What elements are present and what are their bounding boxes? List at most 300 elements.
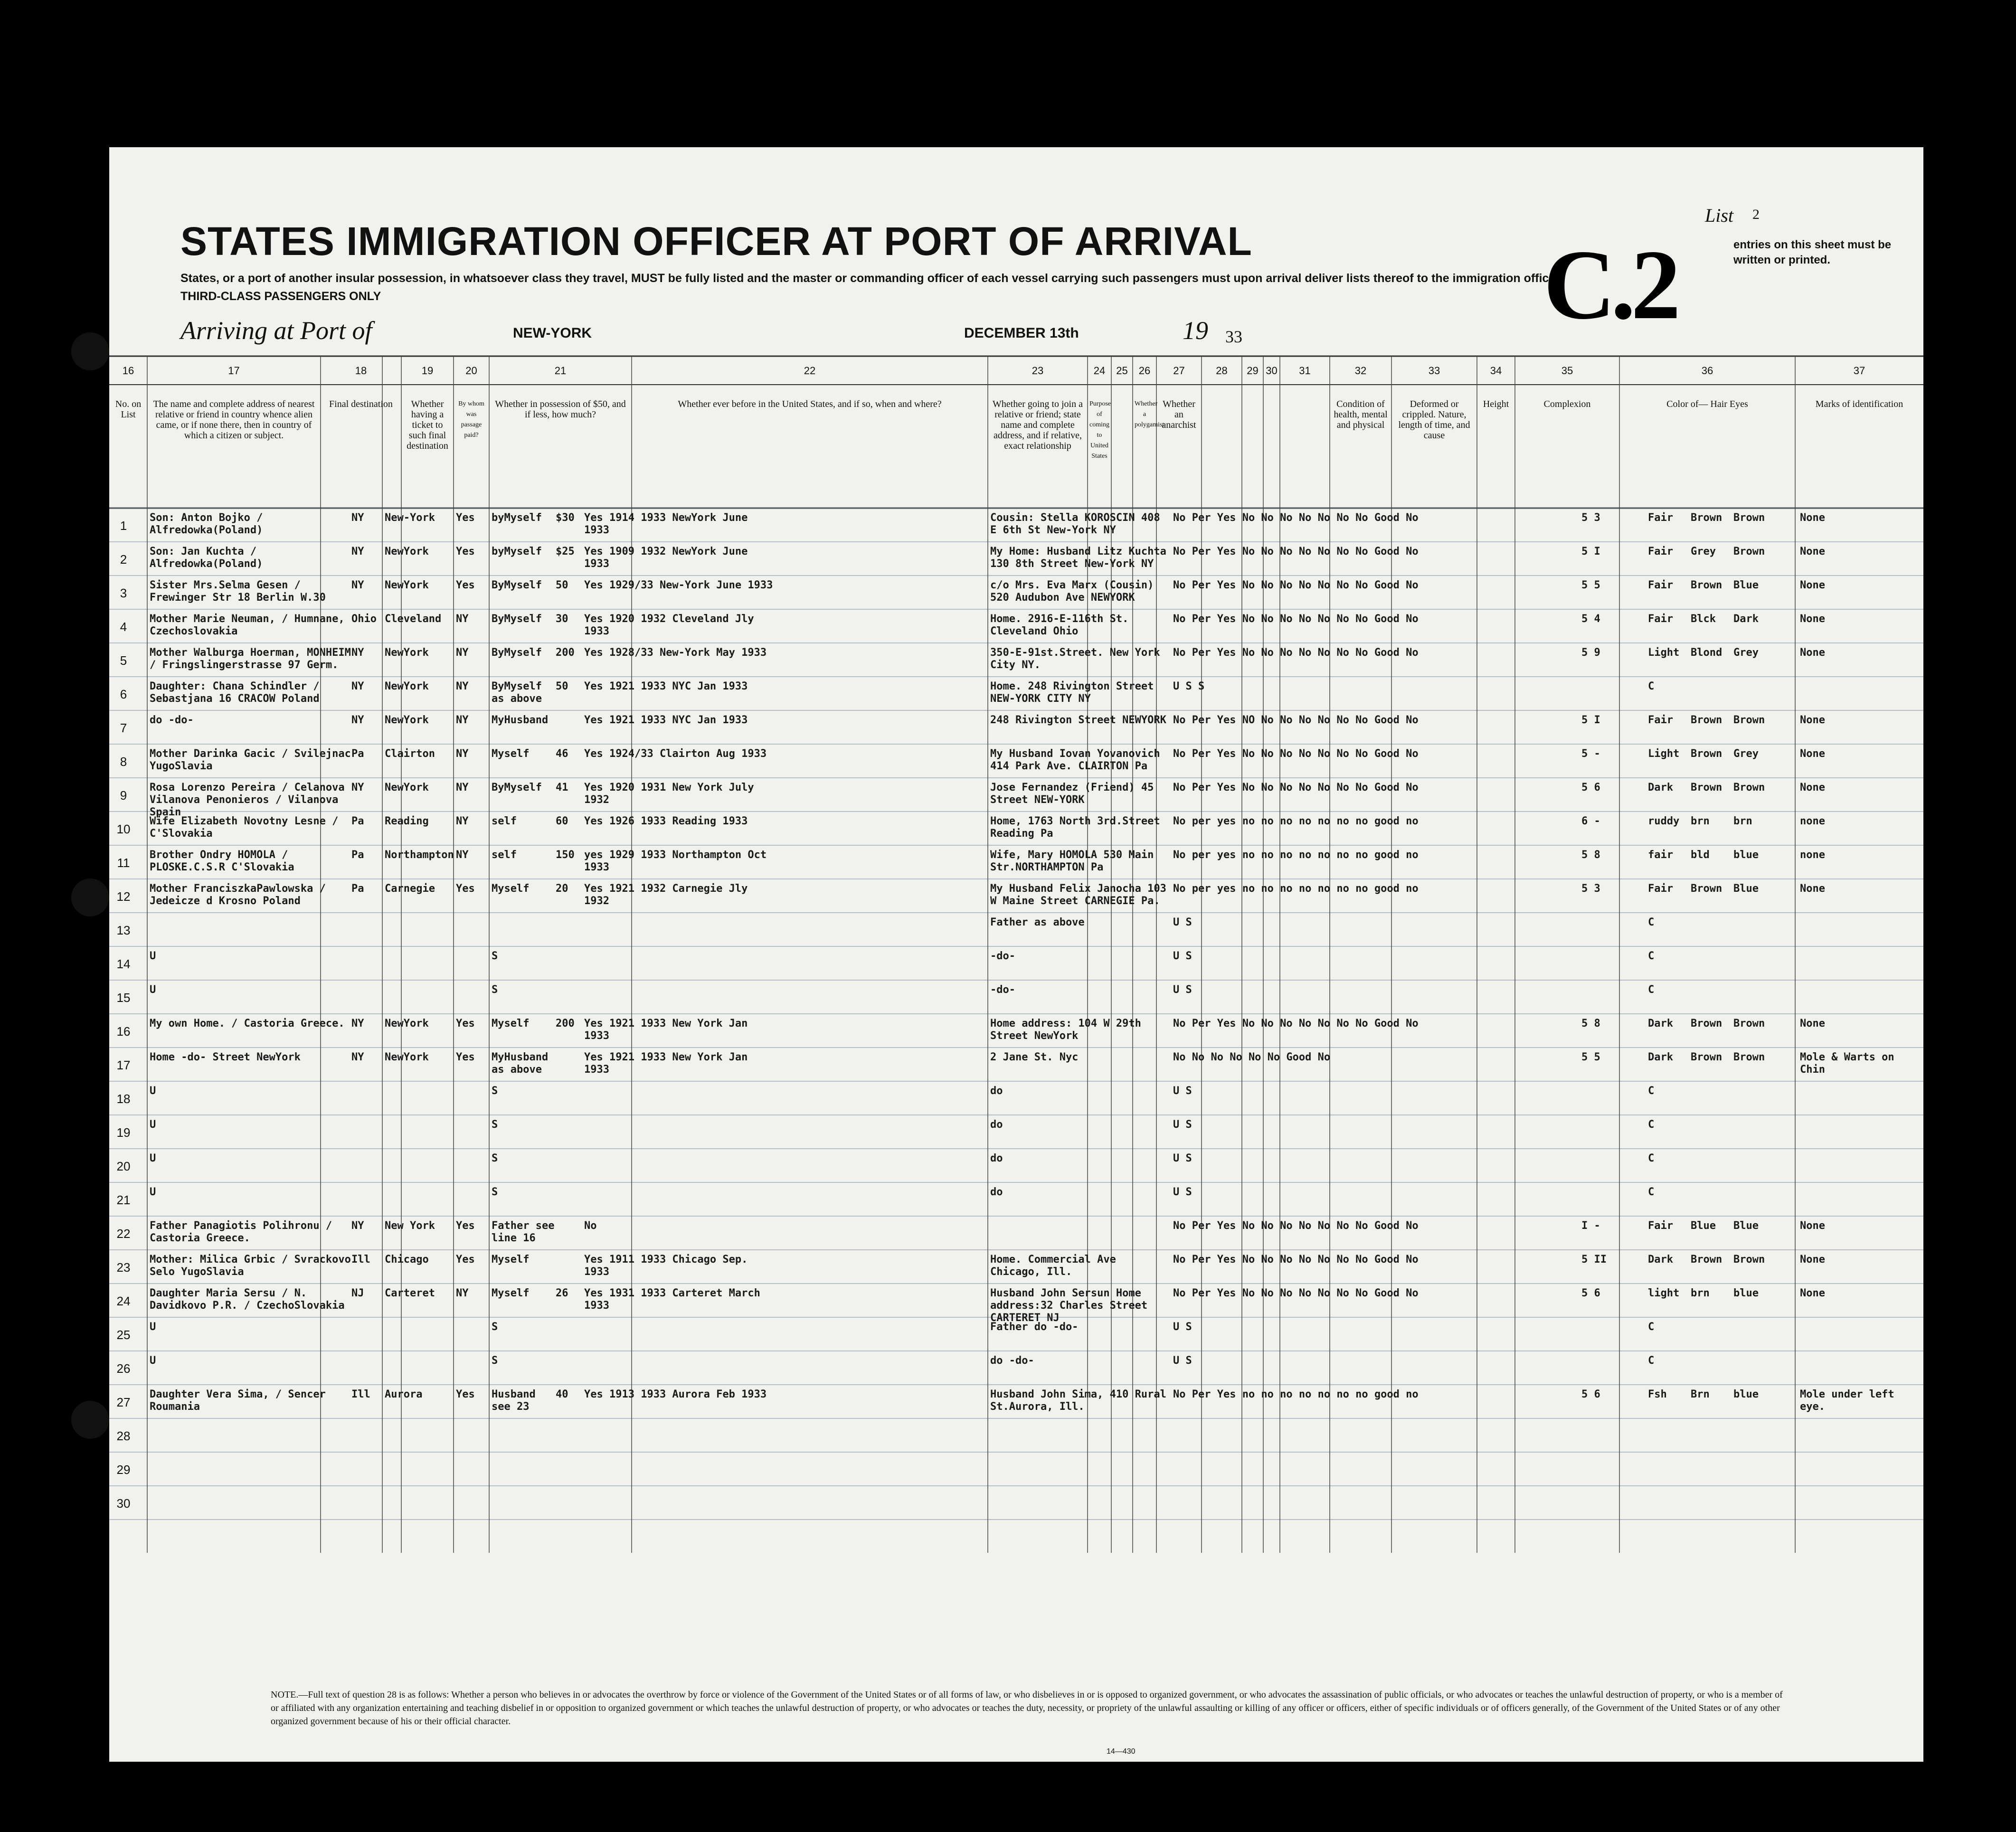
row-answers: No Per Yes No No No No No No No Good No (1173, 1018, 1419, 1029)
row-answers: No per yes no no no no no no no good no (1173, 849, 1419, 861)
row-joining: 2 Jane St. Nyc (990, 1051, 1079, 1063)
row-number: 29 (116, 1463, 131, 1477)
row-number: 19 (116, 1125, 131, 1140)
row-number: 17 (116, 1058, 131, 1072)
row-dest-state: NY (351, 579, 364, 591)
row-complexion (1648, 1422, 1691, 1453)
row-money (556, 1422, 584, 1453)
row-joining: My Husband Felix Janocha 103 W Maine Street CARNEGIE Pa. (990, 883, 1166, 907)
row-eyes (1733, 1119, 1790, 1150)
row-answers: U S (1173, 984, 1192, 996)
row-before-us: Yes 1909 1932 NewYork June 1933 (584, 546, 748, 570)
row-before-us (584, 1321, 774, 1352)
row-hair (1691, 984, 1733, 1015)
row-eyes: Grey (1733, 748, 1759, 760)
row-marks: None (1800, 647, 1825, 659)
row-height (1581, 1186, 1643, 1217)
row-height: 5 5 (1581, 1051, 1600, 1063)
row-ticket: Yes (456, 1388, 475, 1400)
row-joining (990, 1490, 1171, 1520)
row-marks (1800, 1119, 1919, 1150)
row-before-us: Yes 1921 1933 NYC Jan 1933 (584, 714, 748, 726)
row-height (1581, 1085, 1643, 1116)
row-answers (1173, 1456, 1581, 1487)
binder-hole (71, 1401, 109, 1439)
row-hair: Blck (1691, 613, 1716, 625)
row-ticket (456, 916, 489, 947)
row-marks: None (1800, 546, 1825, 557)
row-number: 2 (120, 552, 127, 567)
column-heading (1113, 399, 1131, 494)
row-joining: do (990, 1186, 1003, 1198)
row-answers: No Per Yes No No No No No No No Good No (1173, 647, 1419, 659)
column-number: 22 (804, 365, 816, 377)
row-before-us: Yes 1928/33 New-York May 1933 (584, 647, 767, 659)
row-before-us: Yes 1929/33 New-York June 1933 (584, 579, 773, 591)
row-height: 5 3 (1581, 512, 1600, 524)
row-height (1581, 984, 1643, 1015)
row-before-us (584, 950, 774, 981)
column-number: 20 (465, 365, 477, 377)
row-number: 12 (116, 889, 131, 904)
row-relative: Son: Anton Bojko / Alfredowka(Poland) (150, 512, 263, 536)
row-hair (1691, 1119, 1733, 1150)
row-paid-by: Myself (492, 883, 530, 895)
row-before-us (584, 1490, 774, 1520)
row-dest-state: NY (351, 1018, 364, 1029)
row-marks: None (1800, 579, 1825, 591)
row-dest-state (351, 984, 385, 1015)
row-before-us (584, 984, 774, 1015)
row-paid-by: S (492, 1152, 498, 1164)
row-dest-state (351, 1321, 385, 1352)
row-hair: Brown (1691, 1018, 1723, 1029)
row-ticket: Yes (456, 1254, 475, 1265)
row-ticket: Yes (456, 1018, 475, 1029)
row-hair (1691, 1490, 1733, 1520)
row-hair: Brown (1691, 1254, 1723, 1265)
row-relative: Mother FranciszkaPawlowska / Jedeicze d Krosno Poland (150, 883, 326, 907)
row-paid-by: byMyself (492, 512, 542, 524)
row-money: 50 (556, 680, 568, 692)
row-joining: Home. Commercial Ave Chicago, Ill. (990, 1254, 1116, 1278)
column-number: 24 (1093, 365, 1106, 377)
row-marks (1800, 984, 1919, 1015)
row-money (556, 916, 584, 947)
column-heading: Whether in possession of $50, and if less, how much? (495, 399, 626, 420)
row-before-us (584, 1085, 774, 1116)
row-relative: U (150, 1321, 156, 1333)
row-dest-state: NY (351, 714, 364, 726)
row-dest-state: Pa (351, 849, 364, 861)
column-number: 35 (1561, 365, 1573, 377)
row-joining: Cousin: Stella KOROSCIN 408 E 6th St New-York NY (990, 512, 1160, 536)
row-relative: U (150, 984, 156, 996)
row-paid-by: ByMyself (492, 782, 542, 793)
row-eyes (1733, 984, 1790, 1015)
row-joining: My Home: Husband Litz Kuchta 130 8th Street New-York NY (990, 546, 1166, 570)
row-dest-city (385, 1119, 456, 1150)
row-ticket: Yes (456, 883, 475, 895)
row-hair: brn (1691, 1287, 1710, 1299)
row-hair: Blue (1691, 1220, 1716, 1232)
row-answers: U S S (1173, 680, 1205, 692)
column-heading: Deformed or crippled. Nature, length of time, and cause (1398, 399, 1470, 441)
row-answers (1173, 1490, 1581, 1520)
row-money (556, 1321, 584, 1352)
row-complexion: C (1648, 1085, 1655, 1097)
column-heading: Complexion (1543, 399, 1591, 409)
row-eyes: Brown (1733, 782, 1765, 793)
class-line: THIRD-CLASS PASSENGERS ONLY (180, 290, 381, 303)
column-number: 28 (1216, 365, 1228, 377)
row-ticket: NY (456, 714, 469, 726)
row-ticket: Yes (456, 1051, 475, 1063)
row-ticket: Yes (456, 546, 475, 557)
row-paid-by: S (492, 1186, 498, 1198)
row-joining: 350-E-91st.Street. New York City NY. (990, 647, 1160, 671)
row-marks (1800, 680, 1919, 711)
row-relative: do -do- (150, 714, 194, 726)
row-answers: U S (1173, 1119, 1192, 1131)
row-eyes: blue (1733, 849, 1759, 861)
row-relative: Daughter: Chana Schindler / Sebastjana 16 CRACOW Poland (150, 680, 320, 705)
row-number: 26 (116, 1361, 131, 1376)
arriving-label: Arriving at Port of (180, 316, 372, 345)
row-complexion: Fair (1648, 714, 1673, 726)
row-dest-state: NJ (351, 1287, 364, 1299)
column-heading (1265, 399, 1278, 494)
row-paid-by (492, 916, 556, 947)
row-marks: None (1800, 613, 1825, 625)
row-before-us (584, 916, 774, 947)
row-relative: My own Home. / Castoria Greece. (150, 1018, 345, 1029)
row-joining: -do- (990, 984, 1015, 996)
row-marks (1800, 1186, 1919, 1217)
row-height: 5 6 (1581, 1287, 1600, 1299)
row-eyes: Grey (1733, 647, 1759, 659)
row-eyes (1733, 1085, 1790, 1116)
row-paid-by: byMyself (492, 546, 542, 557)
row-dest-city: NewYork (385, 546, 429, 557)
row-complexion: Fair (1648, 512, 1673, 524)
row-joining: Home. 248 Rivington Street NEW-YORK CITY NY (990, 680, 1154, 705)
row-ticket: NY (456, 1287, 469, 1299)
row-hair (1691, 1422, 1733, 1453)
row-ticket: NY (456, 613, 469, 625)
row-ticket: NY (456, 647, 469, 659)
row-eyes: Brown (1733, 546, 1765, 557)
row-before-us: Yes 1924/33 Clairton Aug 1933 (584, 748, 767, 760)
row-marks (1800, 1422, 1919, 1453)
row-money (556, 1085, 584, 1116)
row-hair: Brown (1691, 883, 1723, 895)
row-relative (150, 1456, 359, 1487)
row-height: 5 8 (1581, 1018, 1600, 1029)
row-height: 6 - (1581, 815, 1600, 827)
row-hair (1691, 916, 1733, 947)
row-height: I - (1581, 1220, 1600, 1232)
row-joining: Wife, Mary HOMOLA 530 Main Str.NORTHAMPTON Pa (990, 849, 1154, 873)
row-eyes (1733, 680, 1790, 711)
row-eyes: Brown (1733, 1254, 1765, 1265)
row-ticket (456, 1186, 489, 1217)
row-height (1581, 950, 1643, 981)
row-height (1581, 1152, 1643, 1183)
row-hair (1691, 950, 1733, 981)
row-eyes (1733, 1490, 1790, 1520)
row-ticket: NY (456, 815, 469, 827)
row-paid-by (492, 1422, 556, 1453)
row-relative: Mother: Milica Grbic / Svrackovo Selo YugoSlavia (150, 1254, 351, 1278)
row-paid-by: ByMyself (492, 613, 542, 625)
row-marks: None (1800, 748, 1825, 760)
row-height (1581, 1422, 1643, 1453)
row-eyes (1733, 1186, 1790, 1217)
row-complexion: Dark (1648, 1051, 1673, 1063)
row-joining: do (990, 1085, 1003, 1097)
row-joining: -do- (990, 950, 1015, 962)
row-before-us: No (584, 1220, 597, 1232)
column-heading: Whether an anarchist (1162, 399, 1196, 430)
column-number: 32 (1354, 365, 1367, 377)
row-marks (1800, 1456, 1919, 1487)
row-joining: do -do- (990, 1355, 1034, 1367)
column-heading: Whether a polygamist (1135, 400, 1164, 428)
row-number: 16 (116, 1024, 131, 1039)
row-ticket (456, 1321, 489, 1352)
row-answers: No Per Yes No No No No No No No Good No (1173, 1220, 1419, 1232)
row-money: 40 (556, 1388, 568, 1400)
row-height: 5 4 (1581, 613, 1600, 625)
row-paid-by: Myself (492, 748, 530, 760)
manifest-sheet (109, 147, 1923, 1762)
row-answers: U S (1173, 916, 1192, 928)
row-marks (1800, 1490, 1919, 1520)
row-dest-state: NY (351, 680, 364, 692)
row-dest-state: NY (351, 512, 364, 524)
row-complexion: Dark (1648, 1254, 1673, 1265)
row-relative: Home -do- Street NewYork (150, 1051, 301, 1063)
row-dest-state: NY (351, 782, 364, 793)
row-marks (1800, 916, 1919, 947)
row-dest-city (385, 1355, 456, 1386)
row-ticket: NY (456, 849, 469, 861)
row-dest-state: NY (351, 647, 364, 659)
column-number: 21 (554, 365, 567, 377)
row-number: 15 (116, 991, 131, 1005)
row-dest-state: Ill (351, 1388, 370, 1400)
row-dest-state (351, 1490, 385, 1520)
row-paid-by: ByMyself (492, 579, 542, 591)
row-answers: U S (1173, 1355, 1192, 1367)
row-joining: Husband John Sima, 410 Rural St.Aurora, Ill. (990, 1388, 1166, 1413)
row-dest-city: Carnegie (385, 883, 435, 895)
row-number: 30 (116, 1496, 131, 1511)
row-joining (990, 1220, 1171, 1251)
row-joining: Home. 2916-E-116th St. Cleveland Ohio (990, 613, 1129, 637)
row-before-us: Yes 1914 1933 NewYork June 1933 (584, 512, 748, 536)
row-complexion: C (1648, 1321, 1655, 1333)
row-dest-state (351, 1085, 385, 1116)
row-dest-city (385, 1085, 456, 1116)
row-number: 21 (116, 1193, 131, 1207)
row-dest-city: Cleveland (385, 613, 442, 625)
column-heading: Condition of health, mental and physical (1334, 399, 1388, 430)
row-dest-city (385, 1186, 456, 1217)
row-height (1581, 1355, 1643, 1386)
row-ticket: Yes (456, 1220, 475, 1232)
row-complexion: C (1648, 916, 1655, 928)
row-marks (1800, 1085, 1919, 1116)
row-joining (990, 1456, 1171, 1487)
row-money (556, 1186, 584, 1217)
row-height: 5 II (1581, 1254, 1607, 1265)
column-heading (1244, 399, 1261, 494)
row-number: 22 (116, 1227, 131, 1241)
row-answers: No Per Yes No No No No No No No Good No (1173, 546, 1419, 557)
row-dest-city: Northampton (385, 849, 454, 861)
row-relative: Rosa Lorenzo Pereira / Celanova Vilanova Penonieros / Vilanova Spain (150, 782, 345, 818)
row-number: 4 (120, 620, 127, 634)
page-title: STATES IMMIGRATION OFFICER AT PORT OF ARRIVAL (180, 219, 1252, 264)
row-number: 6 (120, 687, 127, 701)
row-paid-by: self (492, 815, 517, 827)
list-label: List (1705, 205, 1734, 226)
row-complexion: Light (1648, 647, 1680, 659)
row-hair: Grey (1691, 546, 1716, 557)
row-complexion: Fair (1648, 883, 1673, 895)
row-money: $25 (556, 546, 575, 557)
row-eyes: Blue (1733, 579, 1759, 591)
row-number: 20 (116, 1159, 131, 1173)
row-number: 24 (116, 1294, 131, 1308)
row-ticket (456, 1119, 489, 1150)
row-eyes (1733, 1355, 1790, 1386)
row-relative: Father Panagiotis Polihronu / Castoria Greece. (150, 1220, 332, 1244)
row-before-us (584, 1422, 774, 1453)
column-number: 19 (421, 365, 434, 377)
row-money (556, 1254, 584, 1284)
row-height (1581, 1490, 1643, 1520)
row-eyes (1733, 916, 1790, 947)
row-dest-state: Pa (351, 748, 364, 760)
row-before-us: Yes 1926 1933 Reading 1933 (584, 815, 748, 827)
row-dest-state (351, 950, 385, 981)
row-money: $30 (556, 512, 575, 524)
row-dest-city (385, 984, 456, 1015)
column-heading (1282, 399, 1328, 494)
row-before-us (584, 1152, 774, 1183)
row-paid-by: S (492, 1321, 498, 1333)
row-ticket (456, 1456, 489, 1487)
row-answers: U S (1173, 1321, 1192, 1333)
row-answers: No Per Yes No No No No No No No Good No (1173, 748, 1419, 760)
row-complexion: fair (1648, 849, 1673, 861)
row-ticket (456, 1152, 489, 1183)
row-joining: c/o Mrs. Eva Marx (Cousin) 520 Audubon Ave NEWYORK (990, 579, 1154, 604)
row-paid-by: ByMyself (492, 647, 542, 659)
row-paid-by: self (492, 849, 517, 861)
column-heading: Purpose of coming to United States (1089, 400, 1111, 460)
row-hair (1691, 1321, 1733, 1352)
column-number: 29 (1247, 365, 1259, 377)
row-complexion: C (1648, 1119, 1655, 1131)
row-number: 14 (116, 957, 131, 971)
row-paid-by: S (492, 1119, 498, 1131)
row-joining: Father do -do- (990, 1321, 1079, 1333)
row-hair: Brown (1691, 579, 1723, 591)
row-marks: none (1800, 849, 1825, 861)
row-paid-by: S (492, 1355, 498, 1367)
row-before-us (584, 1355, 774, 1386)
row-dest-state (351, 1119, 385, 1150)
row-dest-city: Aurora (385, 1388, 423, 1400)
row-eyes (1733, 1456, 1790, 1487)
row-answers: No Per Yes No No No No No No No Good No (1173, 512, 1419, 524)
row-height: 5 6 (1581, 1388, 1600, 1400)
row-height: 5 - (1581, 748, 1600, 760)
row-answers: No Per Yes No No No No No No No Good No (1173, 613, 1419, 625)
row-complexion (1648, 1490, 1691, 1520)
row-ticket: Yes (456, 512, 475, 524)
row-answers: No No No No No No Good No (1173, 1051, 1331, 1063)
row-dest-city (385, 1422, 456, 1453)
column-number: 26 (1138, 365, 1151, 377)
row-dest-state: NY (351, 546, 364, 557)
row-ticket (456, 984, 489, 1015)
row-relative: U (150, 1119, 156, 1131)
row-money: 30 (556, 613, 568, 625)
row-answers: U S (1173, 1186, 1192, 1198)
row-before-us: Yes 1920 1932 Cleveland Jly 1933 (584, 613, 754, 637)
column-heading: By whom was passage paid? (458, 400, 484, 439)
row-money (556, 1051, 584, 1082)
row-relative: U (150, 1186, 156, 1198)
sheet-stamp: C.2 (1543, 230, 1676, 340)
row-money: 150 (556, 849, 575, 861)
row-money: 26 (556, 1287, 568, 1299)
row-relative: Daughter Maria Sersu / N. Davidkovo P.R. / CzechoSlovakia (150, 1287, 345, 1312)
row-answers: U S (1173, 1152, 1192, 1164)
date-value: DECEMBER 13th (964, 325, 1079, 341)
row-dest-state (351, 1152, 385, 1183)
row-marks: None (1800, 1287, 1825, 1299)
row-joining: 248 Rivington Street NEWYORK (990, 714, 1166, 726)
row-marks: Mole & Warts on Chin (1800, 1051, 1894, 1076)
row-money (556, 984, 584, 1015)
row-complexion: C (1648, 1152, 1655, 1164)
row-paid-by: Husband see 23 (492, 1388, 536, 1413)
row-before-us: Yes 1911 1933 Chicago Sep. 1933 (584, 1254, 748, 1278)
row-paid-by: Myself (492, 1254, 530, 1265)
row-answers: No per yes no no no no no no no good no (1173, 815, 1419, 827)
column-heading: Final destination (329, 399, 393, 409)
row-answers: No Per Yes No No No No No No No Good No (1173, 579, 1419, 591)
row-height: 5 I (1581, 546, 1600, 557)
row-money: 41 (556, 782, 568, 793)
column-heading (1203, 399, 1240, 494)
row-complexion: Fsh (1648, 1388, 1667, 1400)
row-marks (1800, 1321, 1919, 1352)
row-hair: Brown (1691, 714, 1723, 726)
row-joining: do (990, 1152, 1003, 1164)
row-money (556, 1220, 584, 1251)
row-dest-city: New-York (385, 512, 435, 524)
row-complexion: Dark (1648, 1018, 1673, 1029)
row-relative: Mother Darinka Gacic / Svilejnac YugoSlavia (150, 748, 351, 772)
row-eyes: Brown (1733, 512, 1765, 524)
